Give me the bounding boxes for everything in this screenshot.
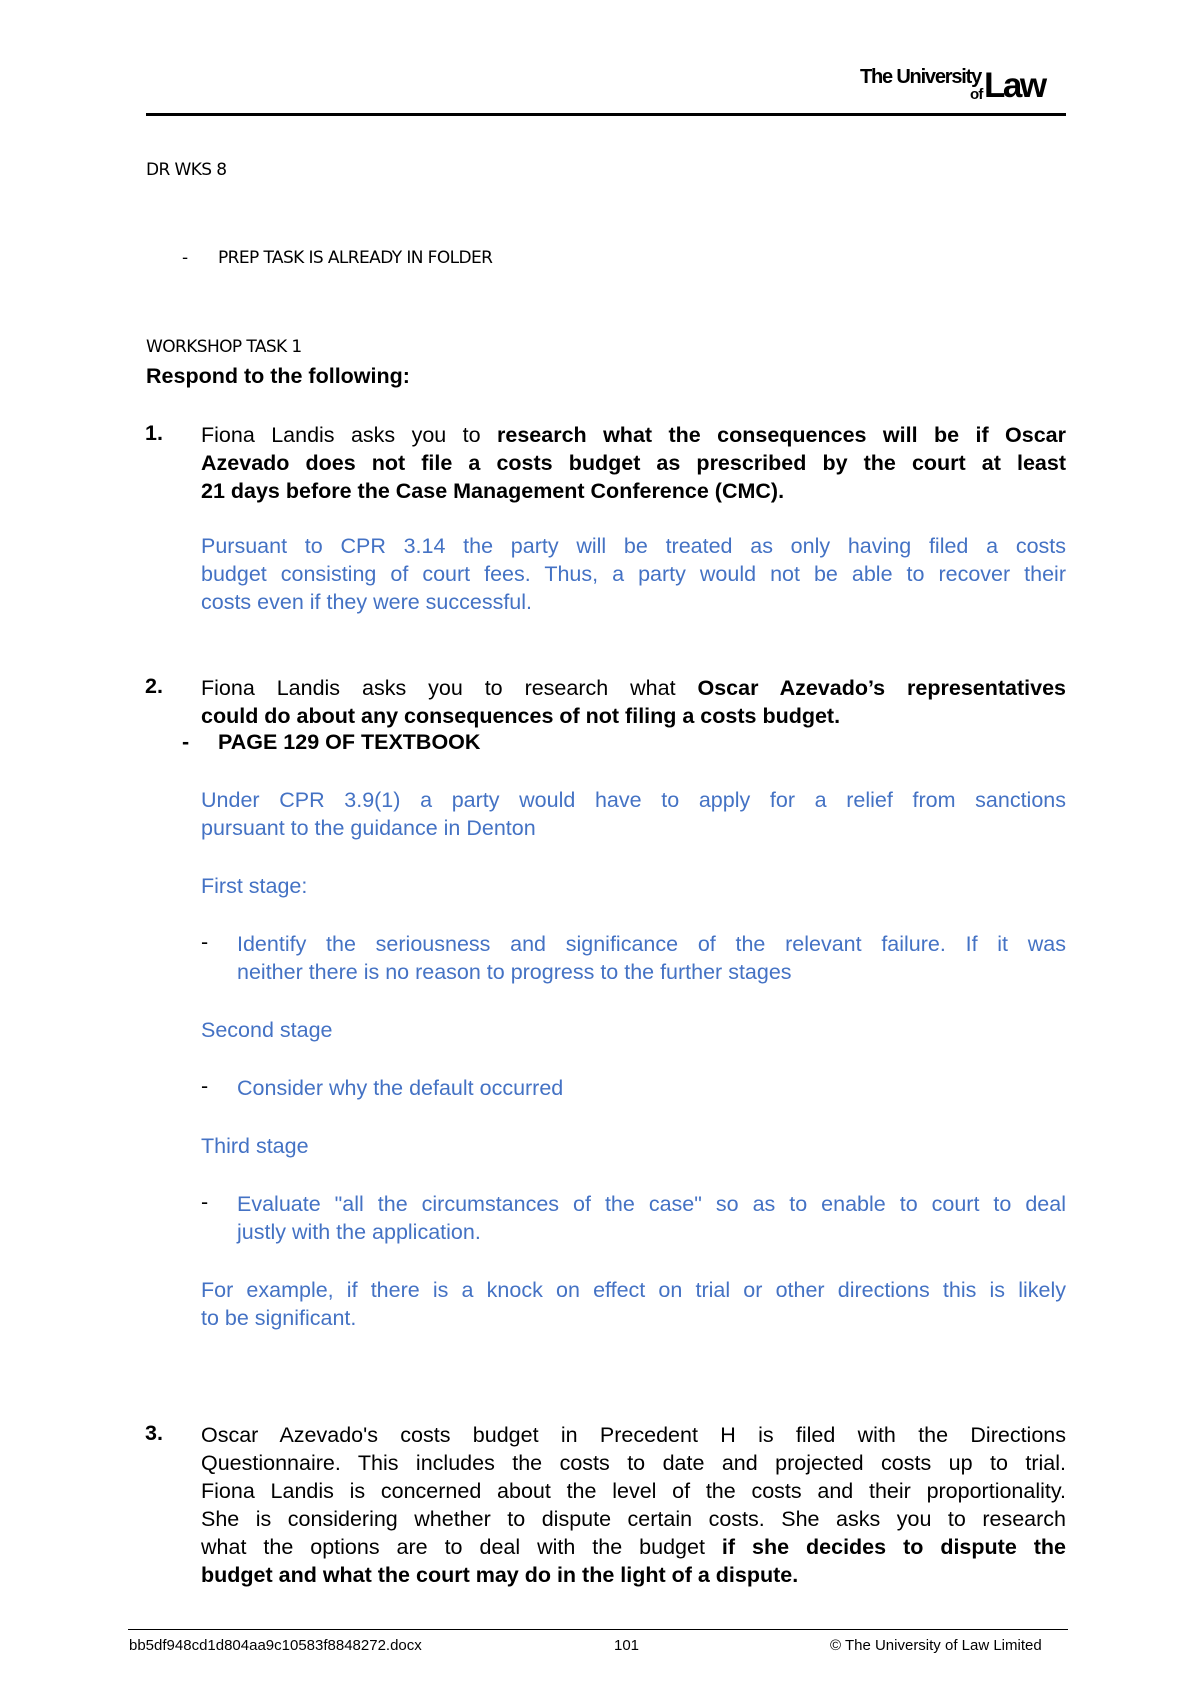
q1-number: 1. bbox=[145, 421, 163, 445]
q2-example bbox=[201, 1276, 1066, 1332]
q2-intro bbox=[201, 786, 1066, 842]
document-heading: DR WKS 8 bbox=[146, 160, 227, 180]
stage3-bullet-dash: - bbox=[201, 1190, 209, 1214]
stage2-bullet: Consider why the default occurred bbox=[237, 1076, 564, 1100]
logo-of: of bbox=[970, 86, 983, 103]
q1-answer-line: budget consisting of court fees. Thus, a party would not be able to recover their bbox=[201, 562, 1066, 586]
workshop-title: WORKSHOP TASK 1 bbox=[146, 337, 302, 357]
stage1-bullet-line: neither there is no reason to progress to the further stages bbox=[237, 960, 792, 984]
q3-line5-plain: what the options are to deal with the budget bbox=[201, 1535, 722, 1559]
q2-question bbox=[201, 674, 1066, 730]
footer-rule bbox=[128, 1629, 1068, 1630]
header-rule bbox=[146, 113, 1066, 116]
stage3-bullet bbox=[237, 1190, 1066, 1246]
instruction: Respond to the following: bbox=[146, 364, 410, 388]
stage3-heading: Third stage bbox=[201, 1134, 309, 1158]
q1-line2: Azevado does not file a costs budget as prescribed by the court at least bbox=[201, 451, 1066, 475]
q2-line1-plain: Fiona Landis asks you to research what bbox=[201, 676, 698, 700]
q1-line1-bold: research what the consequences will be if Oscar bbox=[497, 423, 1066, 447]
prep-dash: - bbox=[182, 248, 188, 268]
q2-line1-bold: Oscar Azevado’s representatives bbox=[697, 676, 1066, 700]
stage3-bullet-line: justly with the application. bbox=[237, 1220, 481, 1244]
q2-line2: could do about any consequences of not filing a costs budget. bbox=[201, 704, 841, 728]
q2-intro-line: Under CPR 3.9(1) a party would have to apply for a relief from sanctions bbox=[201, 788, 1066, 812]
prep-note: PREP TASK IS ALREADY IN FOLDER bbox=[218, 248, 493, 268]
stage1-bullet-line: Identify the seriousness and significance of the relevant failure. If it was bbox=[237, 932, 1066, 956]
q3-line: Fiona Landis is concerned about the level of the costs and their proportionality. bbox=[201, 1479, 1066, 1503]
stage3-bullet-line: Evaluate "all the circumstances of the case" so as to enable to court to deal bbox=[237, 1192, 1066, 1216]
q2-example-line: to be significant. bbox=[201, 1306, 357, 1330]
q3-question bbox=[201, 1421, 1066, 1589]
university-logo bbox=[860, 64, 1068, 108]
q3-line: She is considering whether to dispute certain costs. She asks you to research bbox=[201, 1507, 1066, 1531]
footer-copyright: © The University of Law Limited bbox=[830, 1637, 1042, 1654]
q1-line3: 21 days before the Case Management Conference (CMC). bbox=[201, 479, 785, 503]
q1-answer-line: Pursuant to CPR 3.14 the party will be treated as only having filed a costs bbox=[201, 534, 1066, 558]
stage2-bullet-dash: - bbox=[201, 1074, 209, 1098]
q3-line5-bold: if she decides to dispute the bbox=[721, 1535, 1066, 1559]
q2-ref-dash: - bbox=[182, 730, 190, 754]
stage2-heading: Second stage bbox=[201, 1018, 333, 1042]
logo-law: Law bbox=[984, 66, 1045, 105]
stage1-bullet bbox=[237, 930, 1066, 986]
q3-number: 3. bbox=[145, 1421, 163, 1445]
q1-answer-line: costs even if they were successful. bbox=[201, 590, 533, 614]
logo-line1: The University bbox=[860, 66, 982, 88]
q1-question bbox=[201, 421, 1066, 505]
q2-number: 2. bbox=[145, 674, 163, 698]
q1-line1-plain: Fiona Landis asks you to bbox=[201, 423, 498, 447]
footer-filename: bb5df948cd1d804aa9c10583f8848272.docx bbox=[129, 1637, 422, 1654]
q3-line6: budget and what the court may do in the light of a dispute. bbox=[201, 1563, 799, 1587]
stage1-heading: First stage: bbox=[201, 874, 308, 898]
footer-page-number: 101 bbox=[614, 1637, 640, 1654]
q2-textbook-ref: PAGE 129 OF TEXTBOOK bbox=[218, 730, 481, 754]
q3-line: Questionnaire. This includes the costs to date and projected costs up to trial. bbox=[201, 1451, 1066, 1475]
q2-intro-line: pursuant to the guidance in Denton bbox=[201, 816, 536, 840]
stage1-bullet-dash: - bbox=[201, 930, 209, 954]
q3-line: Oscar Azevado's costs budget in Precedent H is filed with the Directions bbox=[201, 1423, 1066, 1447]
q1-answer bbox=[201, 532, 1066, 616]
q2-example-line: For example, if there is a knock on effect on trial or other directions this is likely bbox=[201, 1278, 1066, 1302]
